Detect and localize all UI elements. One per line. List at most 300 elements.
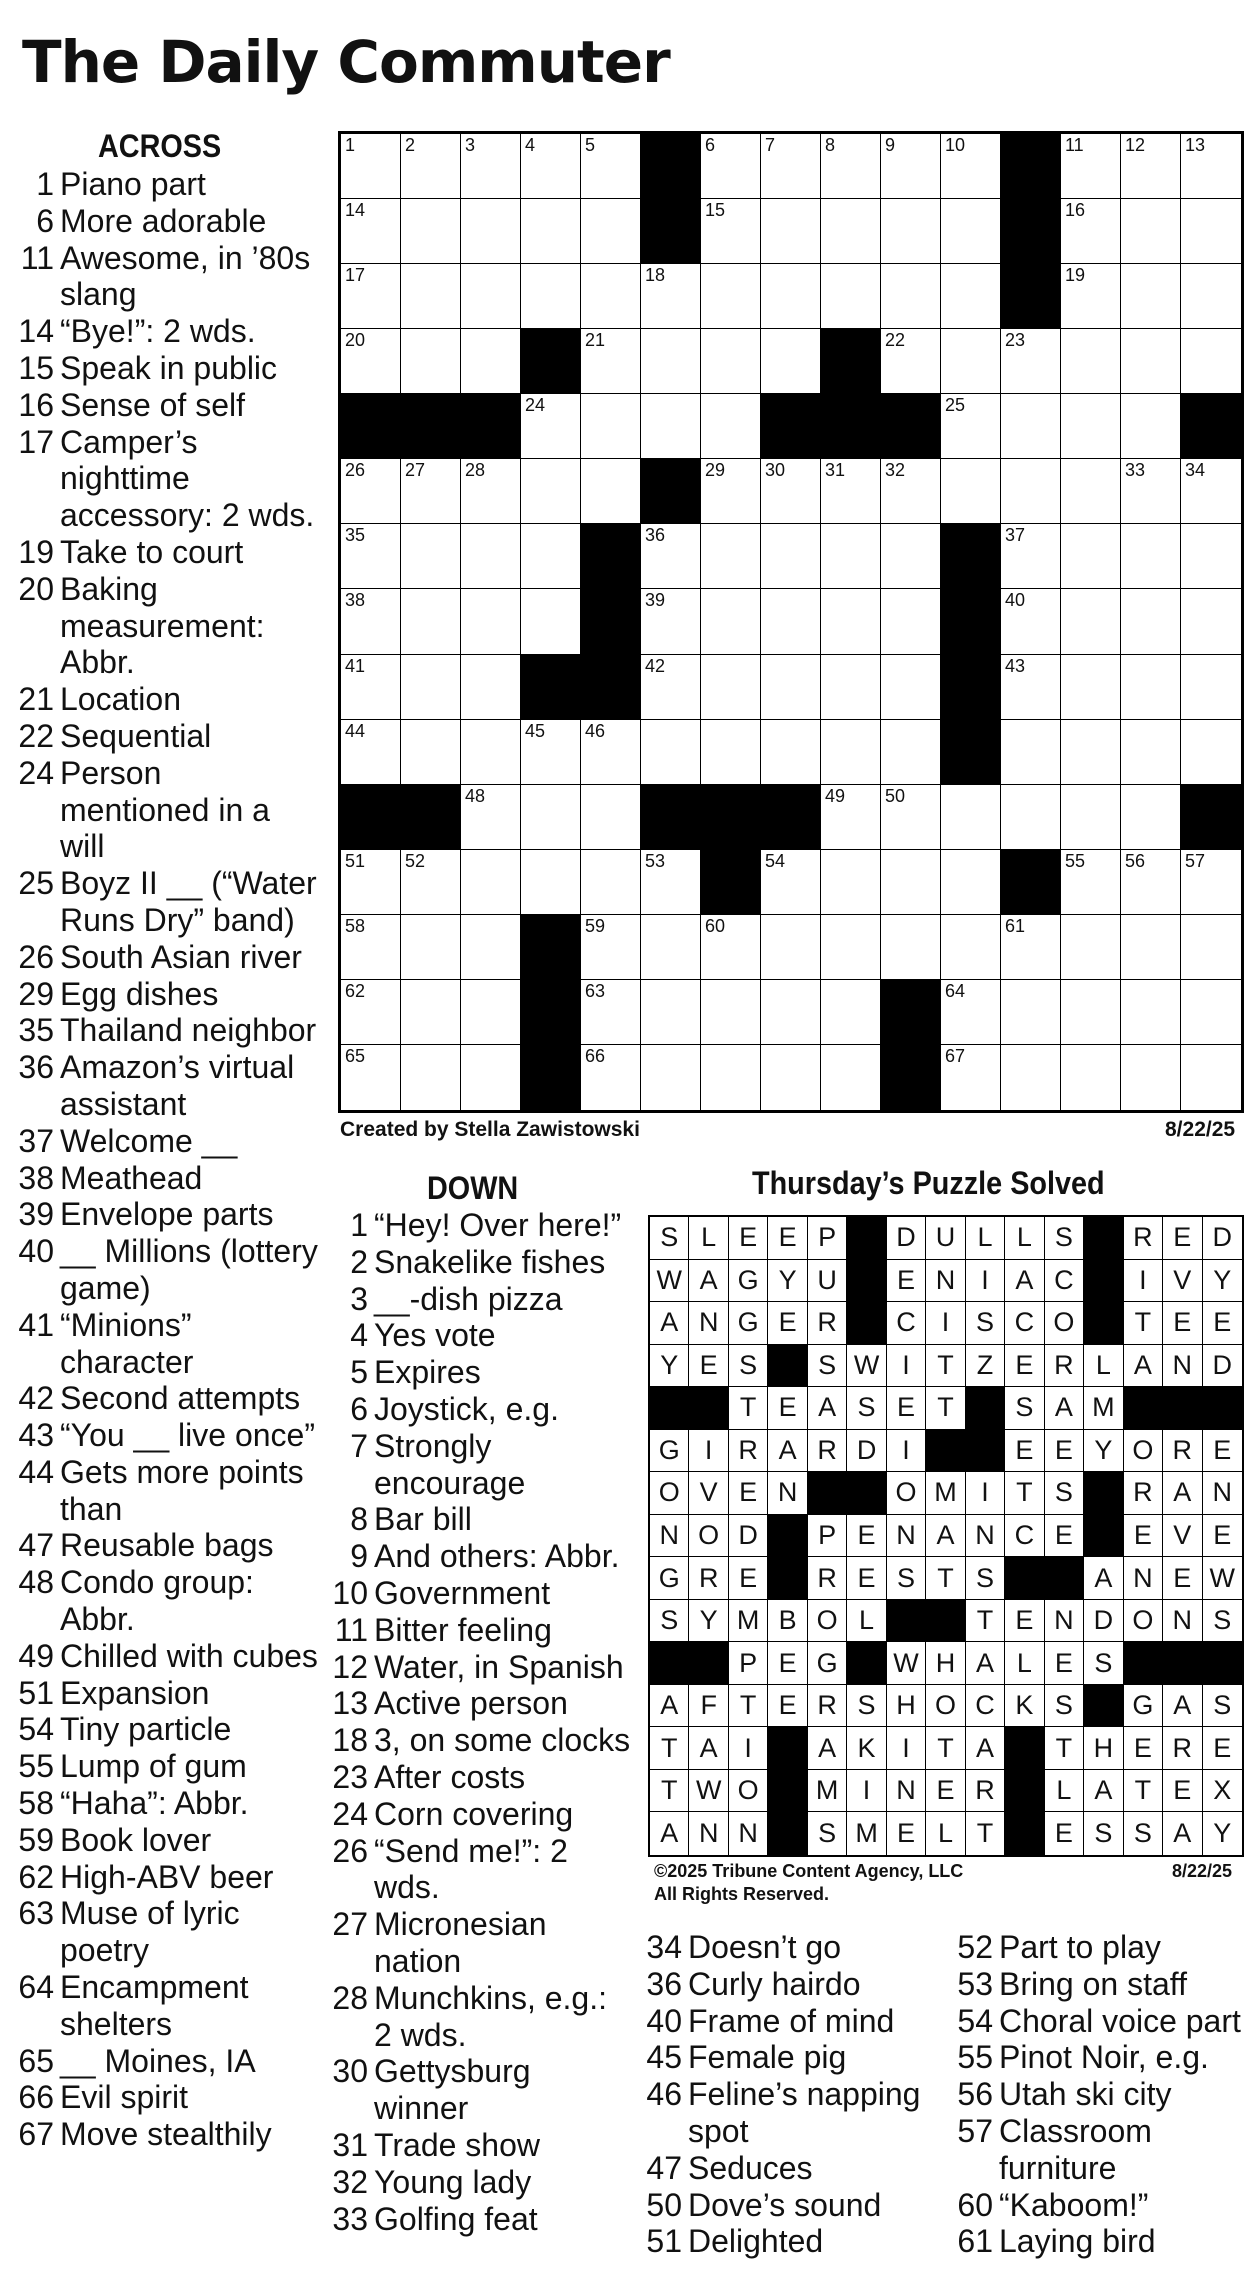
grid-cell[interactable] [461,134,521,199]
clue-text: Feline’s napping spot [688,2076,921,2149]
clue-text: Person mentioned in a will [60,754,270,865]
cell-number: 33 [1125,460,1146,481]
grid-cell[interactable] [341,199,401,264]
grid-cell[interactable] [881,199,941,264]
grid-cell[interactable] [401,329,461,394]
clue-number: 35 [18,1012,54,1049]
solved-letter: C [1045,1260,1084,1303]
grid-cell[interactable] [1061,1045,1121,1110]
solved-letter: E [1163,1302,1202,1345]
solved-black-square [768,1727,807,1770]
grid-cell[interactable] [341,850,401,915]
cell-number: 25 [945,395,966,416]
grid-cell[interactable] [1181,1045,1241,1110]
grid-cell[interactable] [521,394,581,459]
grid-cell[interactable] [1001,655,1061,720]
grid-cell[interactable] [941,459,1001,524]
solved-letter: A [1163,1685,1202,1728]
clue-number: 11 [334,1611,368,1648]
grid-cell[interactable] [521,524,581,589]
grid-cell[interactable] [1001,459,1061,524]
clue-number: 18 [332,1722,368,1759]
black-square [941,524,1001,589]
grid-cell[interactable] [761,264,821,329]
grid-cell[interactable] [341,720,401,785]
clue-item [332,1649,632,1686]
grid-cell[interactable] [761,589,821,654]
solved-black-square [926,1430,965,1473]
grid-cell[interactable] [401,915,461,980]
solved-letter: Z [966,1345,1005,1388]
grid-cell[interactable] [701,264,761,329]
grid-cell[interactable] [1181,655,1241,720]
grid-cell[interactable] [821,655,881,720]
grid-cell[interactable] [941,1045,1001,1110]
grid-cell[interactable] [881,524,941,589]
grid-cell[interactable] [1061,720,1121,785]
grid-cell[interactable] [341,980,401,1045]
grid-cell[interactable] [821,459,881,524]
clue-text: Amazon’s virtual assistant [60,1049,295,1122]
clue-number: 36 [18,1049,54,1086]
grid-cell[interactable] [461,850,521,915]
solved-letter: T [1045,1727,1084,1770]
grid-cell[interactable] [821,589,881,654]
grid-cell[interactable] [1181,589,1241,654]
grid-cell[interactable] [761,329,821,394]
solved-black-square [1005,1812,1044,1855]
grid-cell[interactable] [461,980,521,1045]
grid-cell[interactable] [341,329,401,394]
black-square [941,655,1001,720]
solved-letter: N [689,1302,728,1345]
grid-cell[interactable] [1061,524,1121,589]
grid-cell[interactable] [701,199,761,264]
grid-cell[interactable] [701,394,761,459]
solved-letter: Y [1203,1260,1242,1303]
grid-cell[interactable] [821,199,881,264]
grid-cell[interactable] [341,524,401,589]
solved-letter: L [1045,1770,1084,1813]
grid-cell[interactable] [581,915,641,980]
clue-text: Frame of mind [688,2002,895,2039]
grid-cell[interactable] [821,980,881,1045]
grid-cell[interactable] [941,915,1001,980]
grid-cell[interactable] [821,524,881,589]
black-square [341,394,401,459]
solved-letter: N [1163,1600,1202,1643]
grid-cell[interactable] [1181,264,1241,329]
grid-cell[interactable] [701,459,761,524]
solved-black-square [1084,1217,1123,1260]
clue-number: 26 [332,1832,368,1869]
grid-cell[interactable] [821,264,881,329]
grid-cell[interactable] [1181,329,1241,394]
grid-cell[interactable] [461,524,521,589]
clue-number: 36 [646,1965,682,2002]
black-square [521,329,581,394]
solved-letter: W [689,1770,728,1813]
grid-cell[interactable] [941,980,1001,1045]
clue-text: Bring on staff [999,1965,1187,2002]
grid-cell[interactable] [521,785,581,850]
clue-item [18,424,318,534]
grid-cell[interactable] [1181,915,1241,980]
grid-cell[interactable] [341,1045,401,1110]
clue-number: 34 [646,1929,682,1965]
grid-cell[interactable] [341,134,401,199]
grid-cell[interactable] [1121,589,1181,654]
solved-letter: E [887,1260,926,1303]
solved-letter: S [1084,1812,1123,1855]
grid-cell[interactable] [401,850,461,915]
grid-cell[interactable] [641,524,701,589]
solved-letter: A [1163,1812,1202,1855]
grid-cell[interactable] [1121,459,1181,524]
grid-cell[interactable] [881,850,941,915]
solved-letter: N [650,1515,689,1558]
clue-text: “You __ live once” [60,1417,315,1454]
grid-cell[interactable] [761,134,821,199]
grid-cell[interactable] [1121,394,1181,459]
grid-cell[interactable] [581,785,641,850]
solved-letter: A [808,1387,847,1430]
grid-cell[interactable] [701,134,761,199]
clue-item [18,939,318,976]
grid-cell[interactable] [521,850,581,915]
grid-cell[interactable] [461,655,521,720]
grid-cell[interactable] [401,459,461,524]
grid-cell[interactable] [581,980,641,1045]
grid-cell[interactable] [461,720,521,785]
solved-letter: T [926,1387,965,1430]
clue-number: 20 [18,570,54,607]
grid-cell[interactable] [1181,459,1241,524]
clue-number: 66 [18,2079,54,2116]
grid-cell[interactable] [1121,980,1181,1045]
solved-letter: S [1203,1685,1242,1728]
grid-cell[interactable] [1121,655,1181,720]
solved-letter: G [650,1430,689,1473]
clue-item [18,2116,318,2153]
solved-letter: H [1084,1727,1123,1770]
grid-cell[interactable] [761,980,821,1045]
grid-cell[interactable] [821,134,881,199]
grid-cell[interactable] [461,199,521,264]
puzzle-credit: Created by Stella Zawistowski [340,1118,640,1141]
grid-cell[interactable] [641,394,701,459]
cell-number: 23 [1005,330,1026,351]
grid-cell[interactable] [401,1045,461,1110]
grid-cell[interactable] [521,459,581,524]
grid-cell[interactable] [761,915,821,980]
grid-cell[interactable] [881,720,941,785]
grid-cell[interactable] [401,589,461,654]
grid-cell[interactable] [341,655,401,720]
grid-cell[interactable] [401,980,461,1045]
solved-letter: R [808,1430,847,1473]
grid-cell[interactable] [521,199,581,264]
grid-cell[interactable] [881,915,941,980]
clue-text: More adorable [60,202,267,239]
clue-item [18,534,318,571]
solved-letter: R [808,1685,847,1728]
grid-cell[interactable] [1001,394,1061,459]
grid-cell[interactable] [881,655,941,720]
grid-cell[interactable] [1121,720,1181,785]
cell-number: 8 [825,135,836,155]
grid-cell[interactable] [461,459,521,524]
grid-cell[interactable] [821,1045,881,1110]
solved-letter: S [847,1387,886,1430]
grid-cell[interactable] [761,720,821,785]
clue-number: 23 [332,1758,368,1795]
grid-cell[interactable] [1061,915,1121,980]
grid-cell[interactable] [1181,980,1241,1045]
grid-cell[interactable] [1121,850,1181,915]
grid-cell[interactable] [521,589,581,654]
grid-cell[interactable] [1121,134,1181,199]
grid-cell[interactable] [581,1045,641,1110]
grid-cell[interactable] [881,785,941,850]
grid-cell[interactable] [1001,720,1061,785]
grid-cell[interactable] [1061,655,1121,720]
grid-cell[interactable] [521,264,581,329]
grid-cell[interactable] [401,264,461,329]
grid-cell[interactable] [341,459,401,524]
grid-cell[interactable] [641,980,701,1045]
grid-cell[interactable] [1181,199,1241,264]
grid-cell[interactable] [821,785,881,850]
solved-letter: A [1084,1770,1123,1813]
grid-cell[interactable] [1121,785,1181,850]
solved-letter: E [1203,1302,1242,1345]
grid-cell[interactable] [1061,459,1121,524]
solved-letter: B [768,1600,807,1643]
crossword-grid[interactable] [338,131,1244,1113]
clue-item [18,2079,318,2116]
grid-cell[interactable] [701,980,761,1045]
grid-cell[interactable] [821,850,881,915]
clue-item [957,2076,1252,2113]
solved-letter: R [729,1430,768,1473]
clue-text: Condo group: Abbr. [60,1564,254,1638]
clue-text: Golfing feat [374,2200,538,2237]
solved-letter: E [887,1812,926,1855]
grid-cell[interactable] [641,1045,701,1110]
grid-cell[interactable] [401,524,461,589]
solved-black-square [650,1642,689,1685]
grid-cell[interactable] [401,720,461,785]
clue-number: 46 [646,2076,682,2113]
grid-cell[interactable] [641,915,701,980]
grid-cell[interactable] [641,329,701,394]
grid-cell[interactable] [641,720,701,785]
solved-black-square [1005,1557,1044,1600]
clue-text: Choral voice part [999,2002,1241,2039]
solved-black-square [768,1515,807,1558]
grid-cell[interactable] [581,134,641,199]
grid-cell[interactable] [881,134,941,199]
grid-cell[interactable] [461,329,521,394]
grid-cell[interactable] [1061,264,1121,329]
grid-cell[interactable] [941,134,1001,199]
solved-letter: E [1005,1430,1044,1473]
grid-cell[interactable] [701,915,761,980]
grid-cell[interactable] [1181,524,1241,589]
grid-cell[interactable] [761,655,821,720]
grid-cell[interactable] [1121,524,1181,589]
grid-cell[interactable] [761,524,821,589]
grid-cell[interactable] [1121,199,1181,264]
grid-cell[interactable] [1001,589,1061,654]
grid-cell[interactable] [1181,720,1241,785]
clue-item [957,1929,1252,1966]
grid-cell[interactable] [701,329,761,394]
grid-cell[interactable] [701,1045,761,1110]
grid-cell[interactable] [641,850,701,915]
grid-cell[interactable] [881,589,941,654]
clue-number: 50 [646,2186,682,2223]
solved-letter: C [966,1685,1005,1728]
black-square [521,655,581,720]
solved-letter: L [926,1812,965,1855]
grid-cell[interactable] [941,264,1001,329]
grid-cell[interactable] [401,134,461,199]
grid-cell[interactable] [1181,134,1241,199]
grid-cell[interactable] [1121,1045,1181,1110]
grid-cell[interactable] [881,264,941,329]
grid-cell[interactable] [1061,394,1121,459]
grid-cell[interactable] [461,915,521,980]
grid-cell[interactable] [1061,850,1121,915]
cell-number: 10 [945,135,966,155]
solved-letter: M [729,1600,768,1643]
grid-cell[interactable] [761,199,821,264]
clue-number: 60 [957,2186,993,2223]
grid-cell[interactable] [641,264,701,329]
grid-cell[interactable] [701,524,761,589]
cell-number: 6 [705,135,716,155]
grid-cell[interactable] [761,459,821,524]
grid-cell[interactable] [1001,785,1061,850]
grid-cell[interactable] [581,850,641,915]
solved-letter: R [808,1302,847,1345]
grid-cell[interactable] [581,329,641,394]
page-title: The Daily Commuter [22,28,670,96]
grid-cell[interactable] [341,264,401,329]
solved-letter: Y [1084,1430,1123,1473]
clue-text: Gettysburg winner [374,2053,531,2127]
clue-item [18,1417,318,1454]
black-square [1001,850,1061,915]
grid-cell[interactable] [581,720,641,785]
solved-letter: Y [650,1345,689,1388]
grid-cell[interactable] [401,655,461,720]
grid-cell[interactable] [701,720,761,785]
grid-cell[interactable] [461,1045,521,1110]
grid-cell[interactable] [1061,980,1121,1045]
cell-number: 67 [945,1045,966,1066]
grid-cell[interactable] [1001,524,1061,589]
black-square [761,394,821,459]
clue-item [957,1966,1252,2003]
clue-item [18,1638,318,1675]
solved-letter: F [689,1685,728,1728]
grid-cell[interactable] [581,264,641,329]
solved-letter: C [1005,1302,1044,1345]
solved-letter: W [847,1345,886,1388]
grid-cell[interactable] [821,720,881,785]
clue-text: Thailand neighbor [60,1012,317,1049]
grid-cell[interactable] [821,915,881,980]
grid-cell[interactable] [881,329,941,394]
grid-cell[interactable] [341,915,401,980]
grid-cell[interactable] [881,459,941,524]
grid-cell[interactable] [701,655,761,720]
grid-cell[interactable] [521,134,581,199]
grid-cell[interactable] [401,199,461,264]
grid-cell[interactable] [1061,199,1121,264]
solved-letter: E [1045,1812,1084,1855]
grid-cell[interactable] [1001,915,1061,980]
grid-cell[interactable] [1181,850,1241,915]
grid-cell[interactable] [461,785,521,850]
grid-cell[interactable] [641,589,701,654]
clue-item [646,1966,946,2003]
clue-item [18,1675,318,1712]
grid-cell[interactable] [761,850,821,915]
grid-cell[interactable] [1121,915,1181,980]
solved-letter: E [1045,1642,1084,1685]
grid-cell[interactable] [1001,329,1061,394]
grid-cell[interactable] [1061,134,1121,199]
grid-cell[interactable] [1001,980,1061,1045]
cell-number: 49 [825,785,846,806]
solved-black-square [650,1387,689,1430]
grid-cell[interactable] [941,785,1001,850]
grid-cell[interactable] [1061,329,1121,394]
grid-cell[interactable] [761,1045,821,1110]
grid-cell[interactable] [941,850,1001,915]
grid-cell[interactable] [941,394,1001,459]
grid-cell[interactable] [1061,785,1121,850]
grid-cell[interactable] [341,589,401,654]
grid-cell[interactable] [521,720,581,785]
grid-cell[interactable] [1121,264,1181,329]
grid-cell[interactable] [461,589,521,654]
clue-text: High-ABV beer [60,1858,274,1895]
grid-cell[interactable] [1121,329,1181,394]
clue-number: 13 [332,1685,368,1722]
grid-cell[interactable] [941,199,1001,264]
clue-item [957,2003,1252,2040]
grid-cell[interactable] [941,329,1001,394]
grid-cell[interactable] [581,394,641,459]
grid-cell[interactable] [1001,1045,1061,1110]
grid-cell[interactable] [641,655,701,720]
clue-text: Lump of gum [60,1748,247,1785]
grid-cell[interactable] [461,264,521,329]
cell-number: 34 [1185,460,1206,481]
grid-cell[interactable] [701,589,761,654]
grid-cell[interactable] [581,459,641,524]
clue-number: 47 [646,2149,682,2186]
solved-letter: I [1124,1260,1163,1303]
grid-cell[interactable] [1061,589,1121,654]
grid-cell[interactable] [581,199,641,264]
clue-text: Book lover [60,1821,212,1858]
